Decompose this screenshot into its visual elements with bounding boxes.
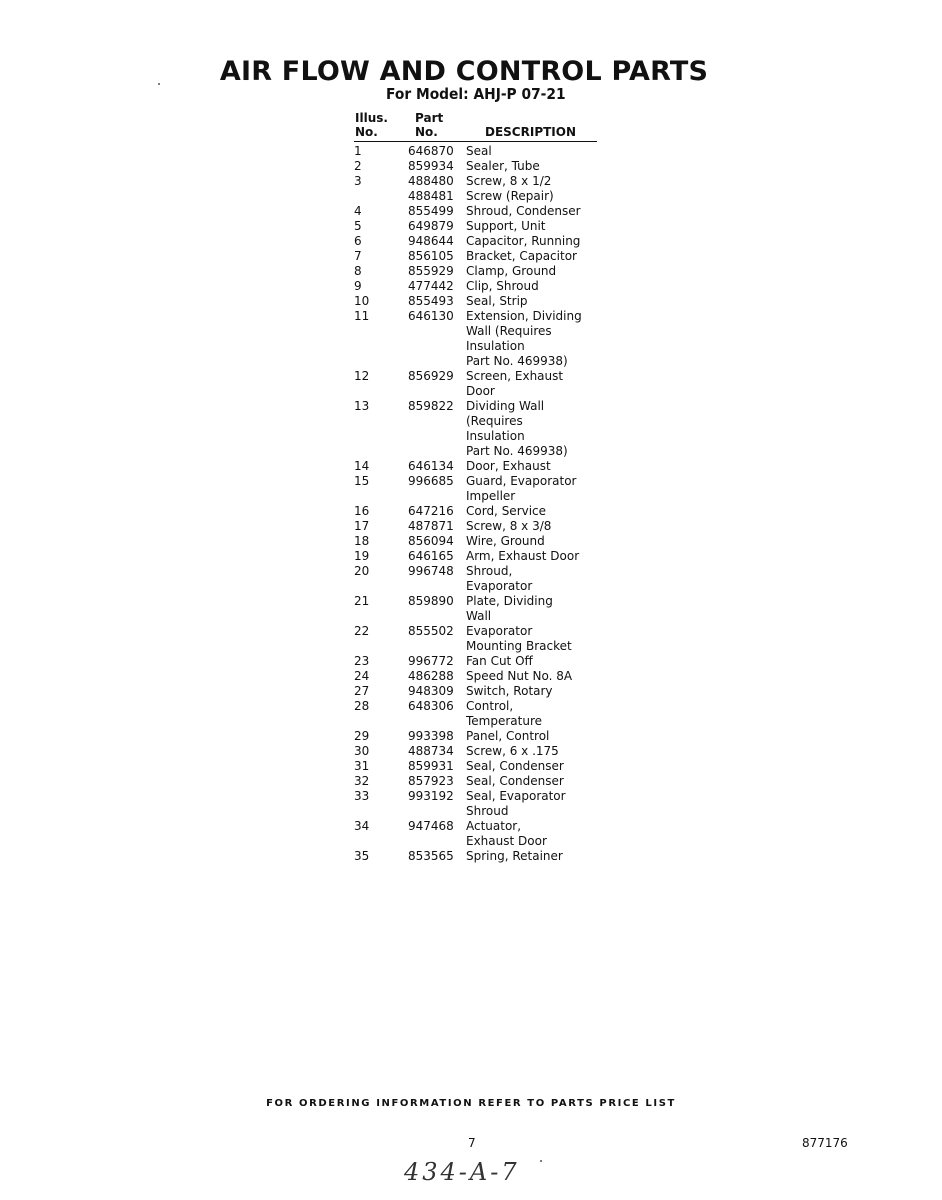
description-cell: Exhaust Door (466, 834, 547, 848)
table-row (352, 789, 612, 804)
table-row (352, 339, 612, 354)
illus-number-cell (352, 804, 408, 819)
table-row (352, 354, 612, 369)
description-cell: Wall (Requires (466, 324, 552, 338)
part-number-cell (408, 609, 466, 624)
column-header-illus-line1: Illus. (355, 111, 388, 125)
table-row (352, 459, 612, 474)
part-number-cell: 853565 (408, 849, 454, 863)
table-row (352, 174, 612, 189)
part-number-cell: 488734 (408, 744, 454, 758)
illus-number-cell: 2 (354, 159, 362, 173)
parts-table (352, 144, 612, 864)
description-cell: Switch, Rotary (466, 684, 553, 698)
table-row (352, 144, 612, 159)
illus-number-cell (352, 354, 408, 369)
illus-number-cell: 28 (354, 699, 370, 713)
table-row (352, 279, 612, 294)
table-row (352, 609, 612, 624)
description-cell: Wire, Ground (466, 534, 545, 548)
description-cell: Screen, Exhaust (466, 369, 564, 383)
column-header-description: DESCRIPTION (485, 125, 577, 139)
part-number-cell: 859931 (408, 759, 454, 773)
illus-number-cell: 19 (354, 549, 370, 563)
table-row (352, 189, 612, 204)
page-number: 7 (468, 1136, 476, 1150)
illus-number-cell (352, 579, 408, 594)
description-cell: Actuator, (466, 819, 522, 833)
illus-number-cell: 20 (354, 564, 370, 578)
table-row (352, 849, 612, 864)
illus-number-cell: 5 (354, 219, 362, 233)
illus-number-cell: 17 (354, 519, 370, 533)
illus-number-cell: 1 (354, 144, 362, 158)
illus-number-cell: 18 (354, 534, 370, 548)
illus-number-cell: 22 (354, 624, 370, 638)
table-row (352, 519, 612, 534)
table-row (352, 249, 612, 264)
illus-number-cell (352, 189, 408, 204)
page-title (0, 56, 942, 87)
table-row (352, 624, 612, 639)
illus-number-cell (352, 834, 408, 849)
description-cell: Clip, Shroud (466, 279, 539, 293)
illus-number-cell (352, 609, 408, 624)
table-row (352, 264, 612, 279)
part-number-cell: 477442 (408, 279, 454, 293)
table-row (352, 804, 612, 819)
part-number-cell: 646870 (408, 144, 454, 158)
part-number-cell (408, 339, 466, 354)
illus-number-cell: 23 (354, 654, 370, 668)
table-row (352, 429, 612, 444)
illus-number-cell: 8 (354, 264, 362, 278)
description-cell: Plate, Dividing (466, 594, 553, 608)
scan-speck (540, 1160, 542, 1162)
description-cell: Temperature (466, 714, 543, 728)
description-cell: Seal (466, 144, 492, 158)
table-row (352, 384, 612, 399)
part-number-cell: 993192 (408, 789, 454, 803)
table-row (352, 819, 612, 834)
handwritten-note: 434-A-7 (404, 1158, 520, 1186)
illus-number-cell (352, 444, 408, 459)
illus-number-cell (352, 489, 408, 504)
description-cell: Control, (466, 699, 514, 713)
table-row (352, 399, 612, 414)
table-row (352, 204, 612, 219)
table-row (352, 474, 612, 489)
description-cell: Screw, 6 x .175 (466, 744, 559, 758)
description-cell: Part No. 469938) (466, 444, 568, 458)
table-row (352, 414, 612, 429)
part-number-cell: 647216 (408, 504, 454, 518)
table-row (352, 564, 612, 579)
illus-number-cell: 7 (354, 249, 362, 263)
table-row (352, 834, 612, 849)
part-number-cell: 856929 (408, 369, 454, 383)
illus-number-cell: 14 (354, 459, 370, 473)
description-cell: Cord, Service (466, 504, 547, 518)
part-number-cell: 859822 (408, 399, 454, 413)
illus-number-cell (352, 339, 408, 354)
table-row (352, 489, 612, 504)
part-number-cell: 856094 (408, 534, 454, 548)
description-cell: Evaporator (466, 579, 533, 593)
part-number-cell: 857923 (408, 774, 454, 788)
illus-number-cell: 21 (354, 594, 370, 608)
scan-speck (158, 83, 160, 85)
part-number-cell (408, 804, 466, 819)
description-cell: Shroud (466, 804, 509, 818)
part-number-cell: 855499 (408, 204, 454, 218)
description-cell: Door (466, 384, 495, 398)
description-cell: Screw (Repair) (466, 189, 554, 203)
illus-number-cell: 16 (354, 504, 370, 518)
description-cell: Mounting Bracket (466, 639, 572, 653)
illus-number-cell: 6 (354, 234, 362, 248)
illus-number-cell: 24 (354, 669, 370, 683)
illus-number-cell: 29 (354, 729, 370, 743)
table-row (352, 444, 612, 459)
table-row (352, 369, 612, 384)
illus-number-cell (352, 384, 408, 399)
part-number-cell: 996685 (408, 474, 454, 488)
column-header-part-line1: Part (415, 111, 444, 125)
part-number-cell: 855493 (408, 294, 454, 308)
illus-number-cell: 11 (354, 309, 370, 323)
part-number-cell: 855502 (408, 624, 454, 638)
illus-number-cell: 35 (354, 849, 370, 863)
illus-number-cell (352, 414, 408, 429)
part-number-cell: 856105 (408, 249, 454, 263)
part-number-cell: 947468 (408, 819, 454, 833)
table-row (352, 639, 612, 654)
part-number-cell (408, 429, 466, 444)
description-cell: (Requires (466, 414, 523, 428)
part-number-cell: 487871 (408, 519, 454, 533)
table-row (352, 594, 612, 609)
illus-number-cell: 13 (354, 399, 370, 413)
description-cell: Wall (466, 609, 492, 623)
description-cell: Dividing Wall (466, 399, 545, 413)
description-cell: Seal, Strip (466, 294, 528, 308)
header-divider (354, 141, 597, 142)
illus-number-cell: 27 (354, 684, 370, 698)
illus-number-cell (352, 714, 408, 729)
table-row (352, 324, 612, 339)
table-row (352, 159, 612, 174)
part-number-cell (408, 444, 466, 459)
description-cell: Evaporator (466, 624, 533, 638)
part-number-cell: 488480 (408, 174, 454, 188)
part-number-cell (408, 324, 466, 339)
illus-number-cell: 10 (354, 294, 370, 308)
table-row (352, 729, 612, 744)
part-number-cell: 649879 (408, 219, 454, 233)
table-row (352, 579, 612, 594)
description-cell: Support, Unit (466, 219, 546, 233)
part-number-cell: 646165 (408, 549, 454, 563)
description-cell: Screw, 8 x 3/8 (466, 519, 552, 533)
table-row (352, 669, 612, 684)
table-row (352, 504, 612, 519)
description-cell: Shroud, Condenser (466, 204, 581, 218)
illus-number-cell: 34 (354, 819, 370, 833)
column-header-part (415, 111, 443, 139)
table-row (352, 654, 612, 669)
description-cell: Speed Nut No. 8A (466, 669, 573, 683)
part-number-cell: 993398 (408, 729, 454, 743)
part-number-cell: 486288 (408, 669, 454, 683)
column-header-part-line2: No. (415, 125, 438, 139)
illus-number-cell: 33 (354, 789, 370, 803)
description-cell: Panel, Control (466, 729, 550, 743)
ordering-note: FOR ORDERING INFORMATION REFER TO PARTS PRICE LIST (266, 1098, 676, 1109)
part-number-cell: 646130 (408, 309, 454, 323)
part-number-cell: 948309 (408, 684, 454, 698)
illus-number-cell: 30 (354, 744, 370, 758)
model-subtitle: For Model: AHJ-P 07-21 (386, 85, 566, 103)
table-row (352, 684, 612, 699)
description-cell: Guard, Evaporator (466, 474, 577, 488)
description-cell: Capacitor, Running (466, 234, 581, 248)
description-cell: Insulation (466, 339, 525, 353)
description-cell: Extension, Dividing (466, 309, 582, 323)
illus-number-cell: 4 (354, 204, 362, 218)
part-number-cell: 646134 (408, 459, 454, 473)
part-number-cell: 855929 (408, 264, 454, 278)
part-number-cell (408, 639, 466, 654)
description-cell: Impeller (466, 489, 516, 503)
description-cell: Clamp, Ground (466, 264, 557, 278)
part-number-cell: 948644 (408, 234, 454, 248)
description-cell: Shroud, (466, 564, 513, 578)
illus-number-cell (352, 324, 408, 339)
description-cell: Seal, Condenser (466, 759, 564, 773)
illus-number-cell: 31 (354, 759, 370, 773)
description-cell: Spring, Retainer (466, 849, 563, 863)
description-cell: Part No. 469938) (466, 354, 568, 368)
illus-number-cell: 15 (354, 474, 370, 488)
description-cell: Screw, 8 x 1/2 (466, 174, 552, 188)
table-row (352, 219, 612, 234)
description-cell: Insulation (466, 429, 525, 443)
table-row (352, 549, 612, 564)
part-number-cell (408, 354, 466, 369)
part-number-cell (408, 414, 466, 429)
part-number-cell: 859890 (408, 594, 454, 608)
illus-number-cell (352, 429, 408, 444)
table-row (352, 759, 612, 774)
part-number-cell (408, 489, 466, 504)
table-row (352, 309, 612, 324)
part-number-cell: 488481 (408, 189, 454, 203)
part-number-cell: 996772 (408, 654, 454, 668)
description-cell: Sealer, Tube (466, 159, 540, 173)
page-title-text: AIR FLOW AND CONTROL PARTS (219, 56, 709, 87)
part-number-cell: 648306 (408, 699, 454, 713)
part-number-cell (408, 714, 466, 729)
description-cell: Seal, Evaporator (466, 789, 566, 803)
illus-number-cell (352, 639, 408, 654)
part-number-cell: 996748 (408, 564, 454, 578)
description-cell: Bracket, Capacitor (466, 249, 577, 263)
table-row (352, 234, 612, 249)
description-cell: Door, Exhaust (466, 459, 551, 473)
illus-number-cell: 12 (354, 369, 370, 383)
part-number-cell: 859934 (408, 159, 454, 173)
part-number-cell (408, 579, 466, 594)
description-cell: Seal, Condenser (466, 774, 564, 788)
description-cell: Arm, Exhaust Door (466, 549, 580, 563)
column-header-illus-line2: No. (355, 125, 378, 139)
column-header-illus (355, 111, 388, 139)
part-number-cell (408, 834, 466, 849)
part-number-cell (408, 384, 466, 399)
table-row (352, 294, 612, 309)
table-row (352, 534, 612, 549)
illus-number-cell: 3 (354, 174, 362, 188)
illus-number-cell: 32 (354, 774, 370, 788)
table-row (352, 714, 612, 729)
description-cell: Fan Cut Off (466, 654, 533, 668)
table-row (352, 744, 612, 759)
document-number: 877176 (802, 1136, 848, 1150)
illus-number-cell: 9 (354, 279, 362, 293)
table-row (352, 774, 612, 789)
table-row (352, 699, 612, 714)
